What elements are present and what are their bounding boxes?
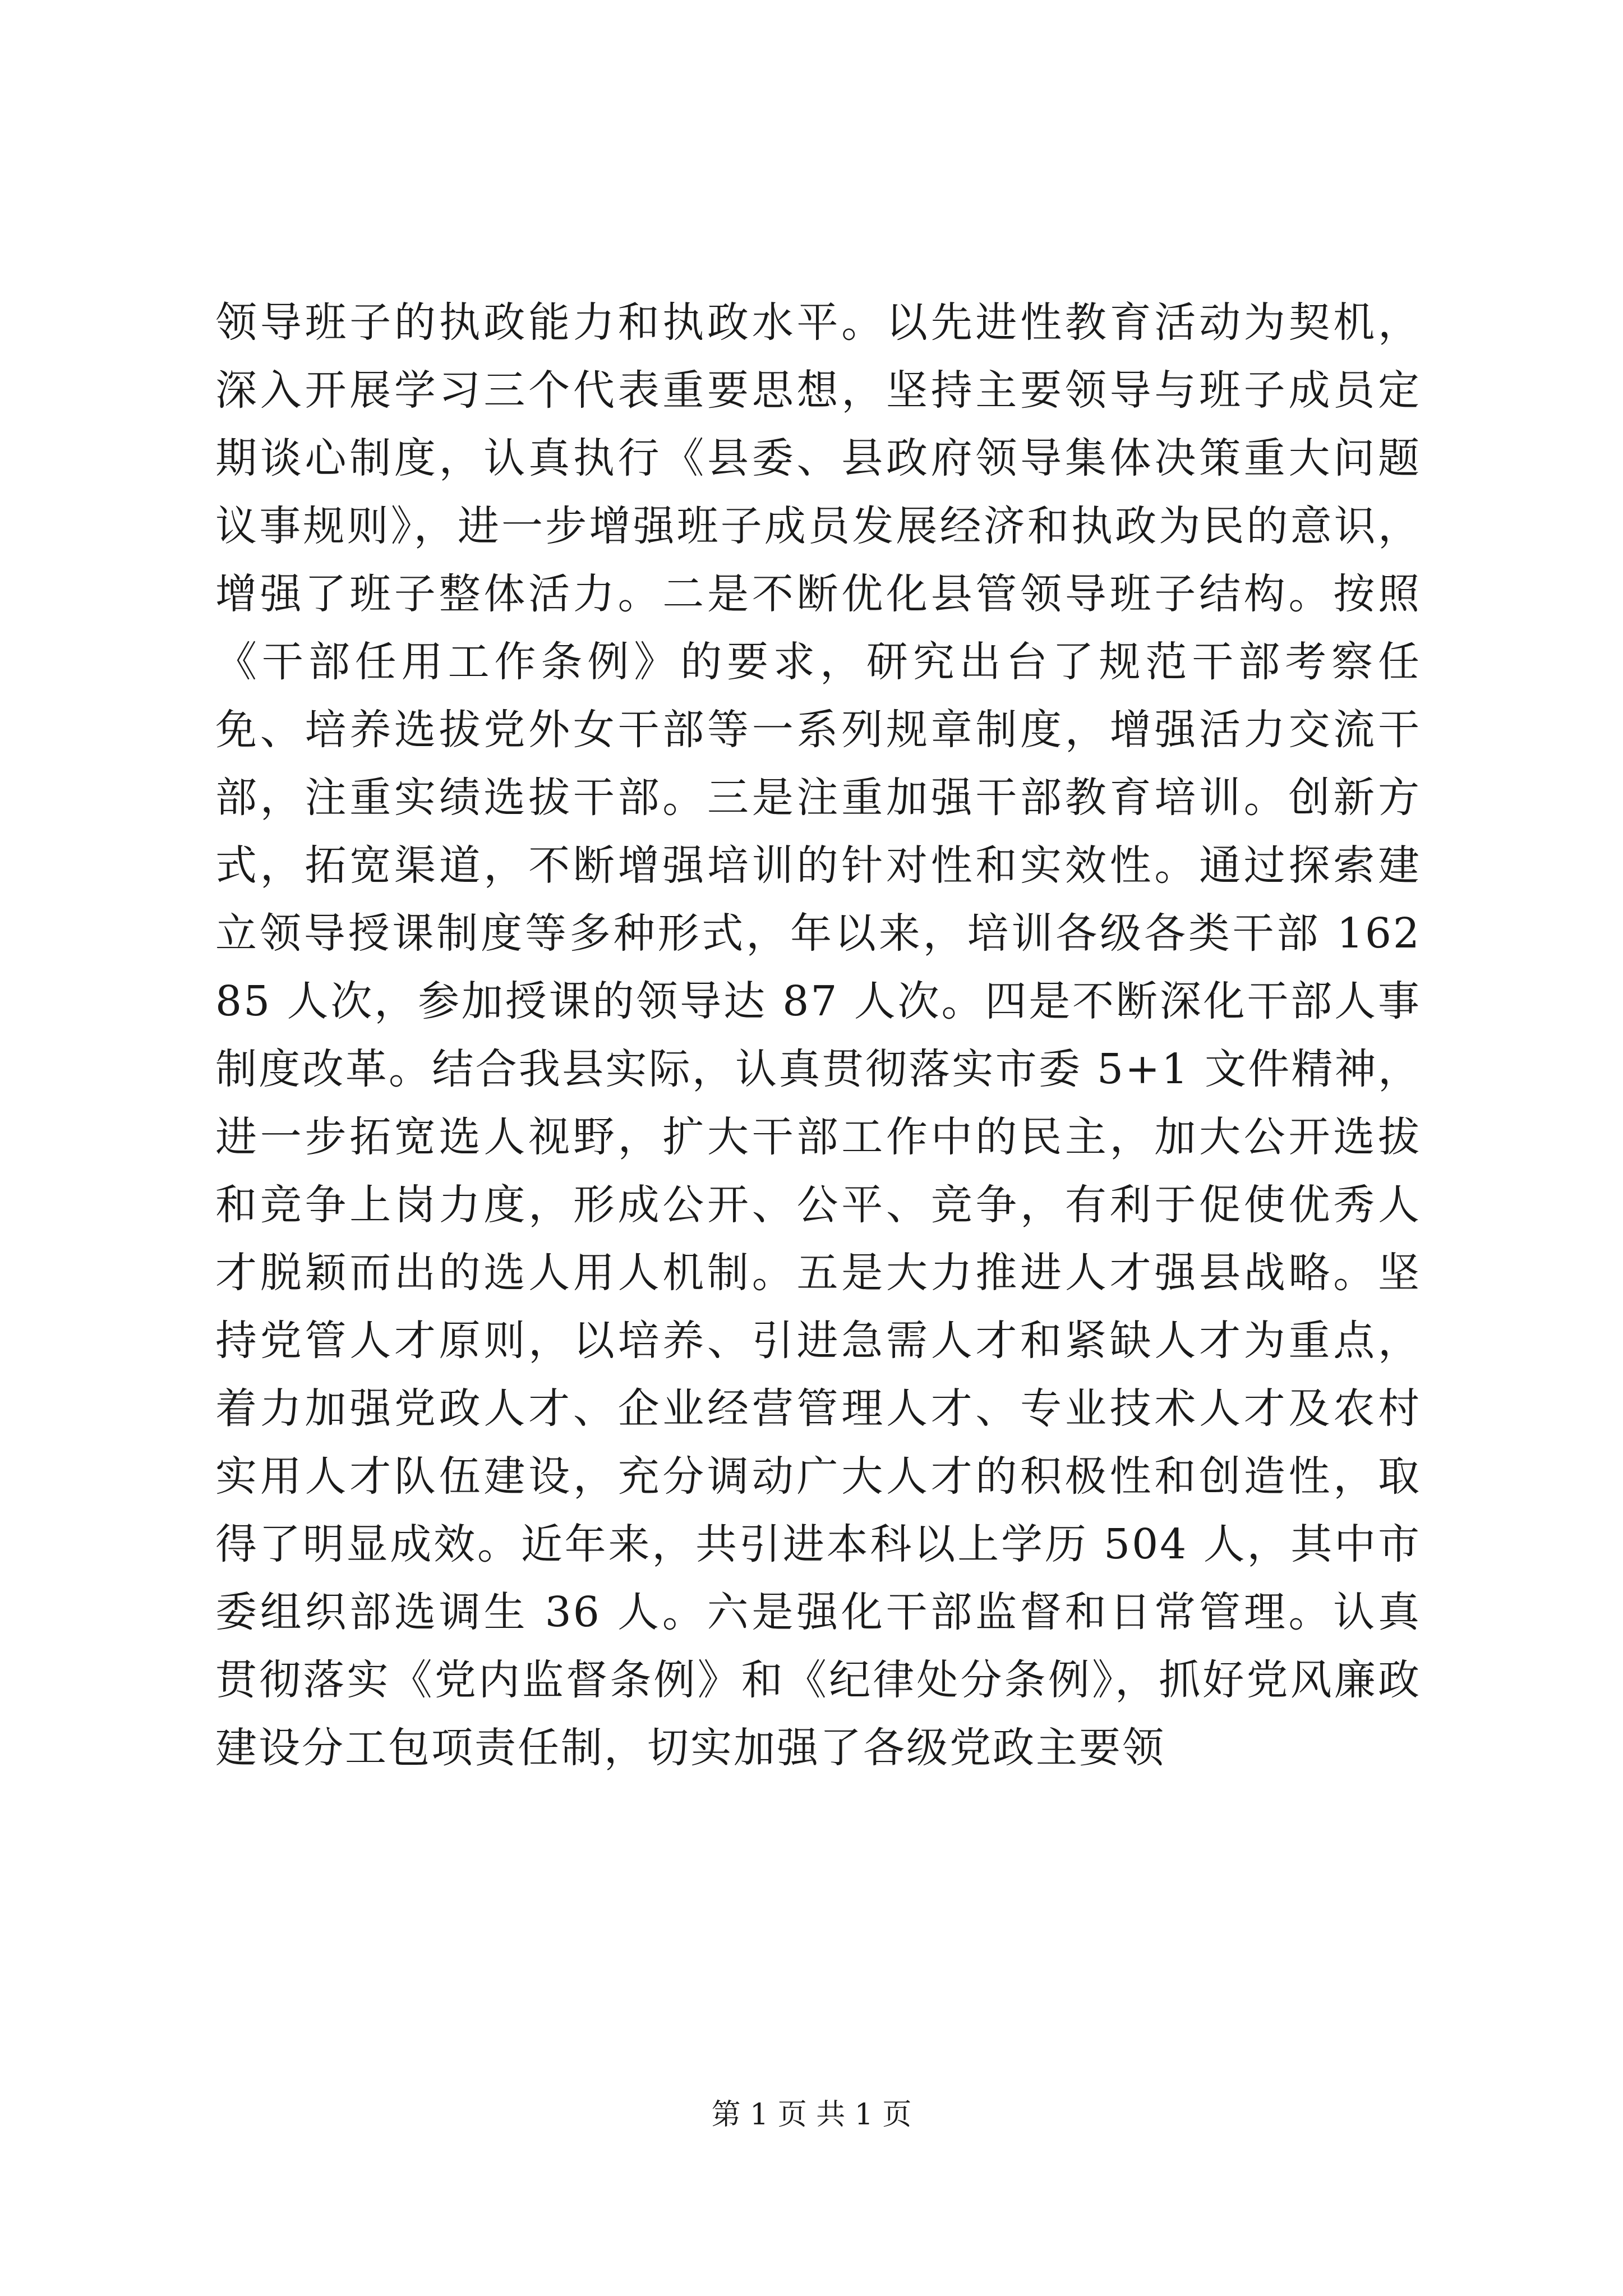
page-footer: 第 1 页 共 1 页 xyxy=(711,2098,912,2132)
body-paragraph: 领导班子的执政能力和执政水平。以先进性教育活动为契机，深入开展学习三个代表重要思想，坚持主要领导与班子成员定期谈心制度，认真执行《县委、县政府领导集体决策重大问题议事规则》，进一步增强班子成员发展经济和执政为民的意识，增强了班子整体活力。二是不断优化县管领导班子结构。按照《干部任用工作条例》的要求，研究出台了规范干部考察任免、培养选拔党外女干部等一系列规章制度，增强活力交流干部，注重实绩选拔干部。三是注重加强干部教育培训。创新方式，拓宽渠道，不断增强培训的针对性和实效性。通过探索建立领导授课制度等多种形式，年以来，培训各级各类干部 16285 人次，参加授课的领导达 87 人次。四是不断深化干部人事制度改革。结合我县实际，认真贯彻落实市委 5+1 文件精神，进一步拓宽选人视野，扩大干部工作中的民主，加大公开选拔和竞争上岗力度，形成公开、公平、竞争，有利于促使优秀人才脱颖而出的选人用人机制。五是大力推进人才强县战略。坚持党管人才原则，以培养、引进急需人才和紧缺人才为重点，着力加强党政人才、企业经营管理人才、专业技术人才及农村实用人才队伍建设，充分调动广大人才的积极性和创造性，取得了明显成效。近年来，共引进本科以上学历 504 人，其中市委组织部选调生 36 人。六是强化干部监督和日常管理。认真贯彻落实《党内监督条例》和《纪律处分条例》，抓好党风廉政建设分工包项责任制，切实加强了各级党政主要领 xyxy=(215,298,1421,1772)
